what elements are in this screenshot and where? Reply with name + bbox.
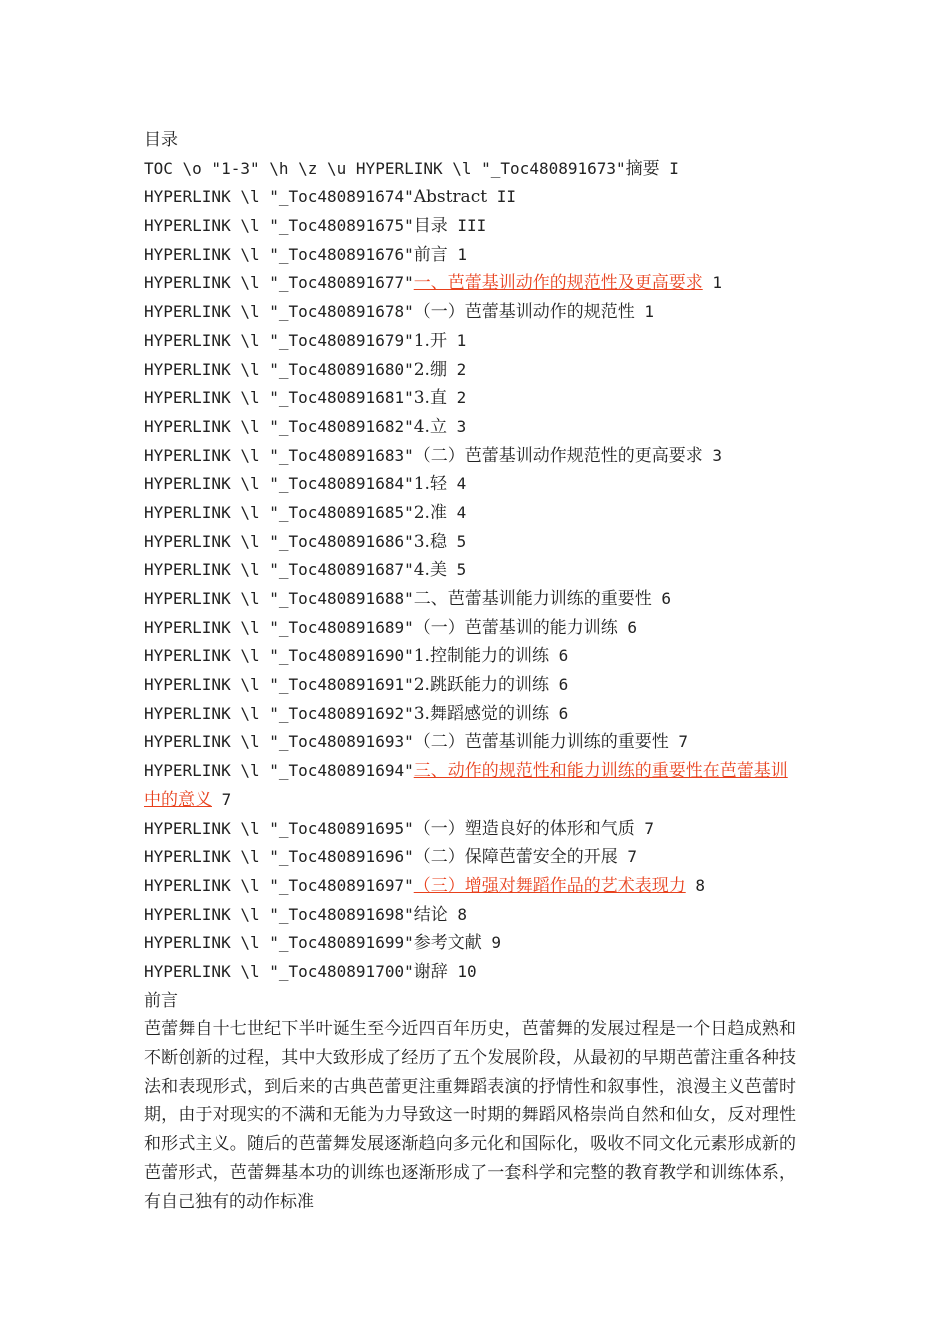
toc-page-number: 6 — [548, 703, 569, 723]
toc-entry[interactable] — [144, 356, 796, 385]
toc-anchor: _Toc480891693" — [278, 732, 414, 752]
toc-page-number: 1 — [634, 302, 654, 322]
toc-page-number: 1 — [702, 273, 722, 293]
hyperlink-code: HYPERLINK \l " — [144, 961, 279, 981]
toc-entry-text: （二）芭蕾基训动作规范性的更高要求 — [413, 445, 703, 466]
toc-page-number: 8 — [447, 904, 467, 924]
toc-page-number: 4 — [446, 502, 467, 522]
toc-anchor: _Toc480891690" — [278, 646, 414, 666]
toc-entry[interactable] — [144, 499, 796, 528]
toc-page-number: 8 — [685, 875, 705, 895]
toc-entry[interactable] — [144, 413, 796, 442]
toc-anchor: _Toc480891687" — [278, 560, 414, 580]
toc-anchor: _Toc480891684" — [278, 474, 414, 494]
toc-entry[interactable] — [144, 528, 796, 557]
hyperlink-code: HYPERLINK \l " — [144, 445, 279, 465]
toc-anchor: _Toc480891677" — [278, 273, 414, 293]
toc-anchor: _Toc480891695" — [278, 818, 414, 838]
toc-anchor: _Toc480891680" — [278, 359, 414, 379]
toc-entry[interactable] — [144, 958, 796, 987]
hyperlink-code: HYPERLINK \l " — [144, 244, 279, 264]
toc-entry-link[interactable]: （三）增强对舞蹈作品的艺术表现力 — [413, 875, 686, 896]
toc-entry[interactable] — [144, 700, 796, 729]
toc-entry[interactable] — [144, 815, 796, 844]
toc-page-number: 1 — [446, 330, 467, 350]
toc-entry[interactable] — [144, 212, 796, 241]
hyperlink-code: HYPERLINK \l " — [144, 933, 279, 953]
hyperlink-code: HYPERLINK \l " — [144, 732, 279, 752]
toc-entry[interactable] — [144, 556, 796, 585]
toc-entry-text: 谢辞 — [413, 961, 448, 982]
toc-entry[interactable] — [144, 929, 796, 958]
toc-entry[interactable] — [144, 728, 796, 757]
hyperlink-code: HYPERLINK \l " — [355, 158, 491, 178]
toc-page-number: 7 — [634, 818, 654, 838]
toc-entry-wrapped[interactable] — [144, 757, 796, 814]
toc-entry-text: 2.准 — [413, 502, 447, 523]
hyperlink-code: HYPERLINK \l " — [144, 904, 279, 924]
toc-entry[interactable] — [144, 298, 796, 327]
toc-entry-text: （一）塑造良好的体形和气质 — [413, 818, 635, 839]
toc-entry[interactable] — [144, 327, 796, 356]
toc-anchor: _Toc480891686" — [278, 531, 414, 551]
toc-anchor: _Toc480891689" — [278, 617, 414, 637]
toc-anchor: _Toc480891699" — [278, 933, 414, 953]
preface-heading: 前言 — [144, 990, 178, 1011]
hyperlink-code: HYPERLINK \l " — [144, 703, 279, 723]
hyperlink-code: HYPERLINK \l " — [144, 359, 279, 379]
toc-page-number: 5 — [446, 531, 467, 551]
toc-page-number: 9 — [481, 933, 501, 953]
toc-page-number: 2 — [446, 388, 467, 408]
toc-page-number: 6 — [548, 675, 569, 695]
toc-entry[interactable] — [144, 642, 796, 671]
toc-anchor: _Toc480891691" — [278, 675, 414, 695]
toc-page-number: 6 — [548, 646, 569, 666]
toc-entry-text: Abstract — [413, 187, 488, 208]
toc-page-number: 7 — [212, 789, 232, 809]
hyperlink-code: HYPERLINK \l " — [144, 273, 279, 293]
toc-anchor: _Toc480891700" — [278, 961, 414, 981]
toc-entry-text: 2.绷 — [413, 359, 447, 380]
toc-entry[interactable] — [144, 241, 796, 270]
toc-page-number: 6 — [651, 589, 671, 608]
toc-page-number: I — [659, 158, 679, 178]
toc-page-number: 6 — [617, 617, 637, 637]
toc-entry[interactable] — [144, 671, 796, 700]
toc-entry-text: 3.舞蹈感觉的训练 — [413, 703, 549, 724]
toc-page-number: 2 — [446, 359, 467, 379]
toc-anchor: _Toc480891676" — [278, 244, 414, 264]
toc-anchor: _Toc480891698" — [278, 904, 414, 924]
toc-entry-link[interactable]: 一、芭蕾基训动作的规范性及更高要求 — [413, 273, 703, 294]
hyperlink-code: HYPERLINK \l " — [144, 818, 279, 838]
toc-anchor: _Toc480891675" — [278, 216, 414, 236]
toc-page-number: III — [447, 216, 487, 236]
toc-entry[interactable] — [144, 901, 796, 930]
hyperlink-code: HYPERLINK \l " — [144, 216, 279, 236]
toc-entry[interactable] — [144, 872, 796, 901]
toc-page-number: 10 — [447, 961, 477, 981]
toc-page-number: 3 — [702, 445, 722, 465]
toc-page-number: 7 — [617, 847, 637, 867]
toc-entry-text: （一）芭蕾基训的能力训练 — [413, 617, 618, 638]
hyperlink-code: HYPERLINK \l " — [144, 589, 279, 608]
toc-anchor: _Toc480891692" — [278, 703, 414, 723]
toc-anchor: _Toc480891694" — [278, 761, 414, 781]
toc-entry-text: 前言 — [413, 244, 448, 265]
hyperlink-code: HYPERLINK \l " — [144, 617, 279, 637]
toc-entry-text: 目录 — [413, 216, 448, 237]
hyperlink-code: HYPERLINK \l " — [144, 187, 279, 207]
toc-entry-text: 3.直 — [413, 388, 447, 409]
toc-entry-text: 3.稳 — [413, 531, 447, 552]
toc-page-number: 4 — [446, 474, 467, 494]
toc-page-number: 7 — [668, 732, 688, 752]
hyperlink-code: HYPERLINK \l " — [144, 761, 279, 781]
hyperlink-code: HYPERLINK \l " — [144, 646, 279, 666]
toc-field-code: TOC \o "1-3" \h \z \u — [144, 158, 356, 178]
preface-body: 芭蕾舞自十七世纪下半叶诞生至今近四百年历史，芭蕾舞的发展过程是一个日趋成熟和不断创新的过程，其中大致形成了经历了五个发展阶段，从最初的早期芭蕾注重各种技法和表现形式，到后来的古典芭蕾更注重舞蹈表演的抒情性和叙事性，浪漫主义芭蕾时期，由于对现实的不满和无能为力导致这一时期的舞蹈风格崇尚自然和仙女，反对理性和形式主义。随后的芭蕾舞发展逐渐趋向多元化和国际化，吸收不同文化元素形成新的芭蕾形式，芭蕾舞基本功的训练也逐渐形成了一套科学和完整的教育教学和训练体系，有自己独有的动作标准 — [144, 1019, 796, 1212]
toc-entry-text: 1.轻 — [413, 474, 447, 495]
toc-anchor: _Toc480891697" — [278, 875, 414, 895]
hyperlink-code: HYPERLINK \l " — [144, 330, 279, 350]
toc-anchor: _Toc480891685" — [278, 502, 414, 522]
toc-entry-text: 摘要 — [625, 158, 660, 179]
toc-entry[interactable] — [144, 269, 796, 298]
toc-list — [144, 183, 796, 757]
hyperlink-code: HYPERLINK \l " — [144, 675, 279, 695]
document-page — [144, 126, 796, 1216]
toc-anchor: _Toc480891678" — [278, 302, 414, 322]
toc-anchor: _Toc480891688" — [278, 589, 414, 608]
toc-anchor: _Toc480891679" — [278, 330, 414, 350]
hyperlink-code: HYPERLINK \l " — [144, 875, 279, 895]
toc-entry-text: （二）保障芭蕾安全的开展 — [413, 847, 618, 868]
toc-entry[interactable] — [144, 843, 796, 872]
toc-page-number: 3 — [446, 416, 467, 436]
toc-entry[interactable] — [144, 470, 796, 499]
toc-entry-text: 二、芭蕾基训能力训练的重要性 — [413, 589, 652, 609]
toc-field-line — [144, 155, 796, 184]
hyperlink-code: HYPERLINK \l " — [144, 416, 279, 436]
toc-anchor: _Toc480891682" — [278, 416, 414, 436]
toc-anchor: _Toc480891696" — [278, 847, 414, 867]
hyperlink-code: HYPERLINK \l " — [144, 502, 279, 522]
hyperlink-code: HYPERLINK \l " — [144, 388, 279, 408]
hyperlink-code: HYPERLINK \l " — [144, 560, 279, 580]
toc-entry-text: 参考文献 — [413, 933, 482, 954]
toc-entry[interactable] — [144, 585, 796, 614]
toc-anchor: _Toc480891674" — [278, 187, 414, 207]
toc-entry-link[interactable]: 三、动作的规范性和能力训练的重要性在芭蕾基训中的意义 — [144, 761, 788, 810]
hyperlink-code: HYPERLINK \l " — [144, 531, 279, 551]
toc-anchor: _Toc480891681" — [278, 388, 414, 408]
toc-entry[interactable] — [144, 614, 796, 643]
toc-list-2 — [144, 815, 796, 987]
toc-entry-text: 4.立 — [413, 416, 447, 437]
toc-page-number: 1 — [447, 244, 467, 264]
toc-entry-text: 结论 — [413, 904, 448, 925]
toc-anchor: _Toc480891673" — [490, 158, 626, 178]
hyperlink-code: HYPERLINK \l " — [144, 302, 279, 322]
hyperlink-code: HYPERLINK \l " — [144, 847, 279, 867]
toc-entry[interactable] — [144, 384, 796, 413]
toc-entry-text: 1.控制能力的训练 — [413, 646, 549, 667]
toc-entry-text: 2.跳跃能力的训练 — [413, 675, 549, 696]
toc-entry-text: 4.美 — [413, 560, 447, 581]
toc-title: 目录 — [144, 130, 178, 150]
toc-entry[interactable] — [144, 442, 796, 471]
toc-entry-text: （一）芭蕾基训动作的规范性 — [413, 302, 635, 323]
hyperlink-code: HYPERLINK \l " — [144, 474, 279, 494]
toc-entry-text: 1.开 — [413, 330, 447, 351]
toc-entry[interactable] — [144, 183, 796, 212]
toc-anchor: _Toc480891683" — [278, 445, 414, 465]
toc-page-number: II — [487, 187, 516, 207]
toc-page-number: 5 — [446, 560, 467, 580]
toc-entry-text: （二）芭蕾基训能力训练的重要性 — [413, 732, 669, 753]
